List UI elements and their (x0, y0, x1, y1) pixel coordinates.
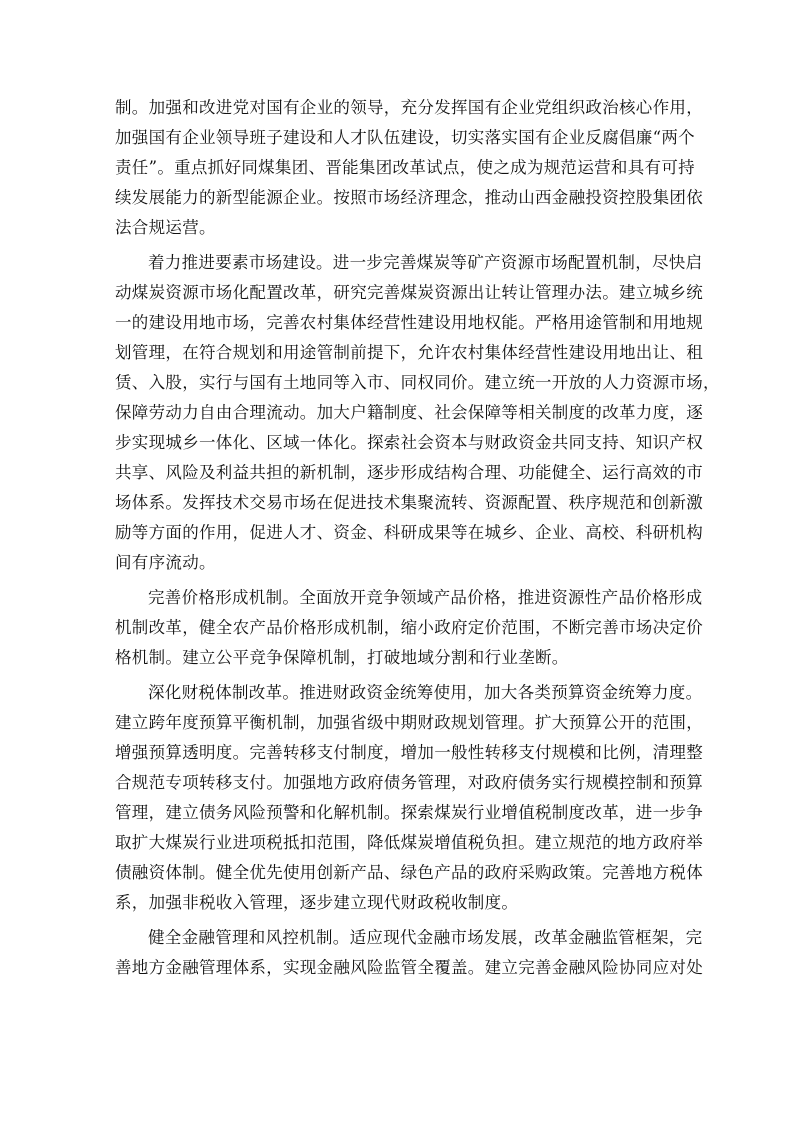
text-line: 赁、入股，实行与国有土地同等入市、同权同价。建立统一开放的人力资源市场， (115, 373, 720, 392)
text-line: 制。加强和改进党对国有企业的领导，充分发挥国有企业党组织政治核心作用， (115, 98, 703, 117)
paragraph-price-mechanism (115, 583, 703, 673)
text-line: 取扩大煤炭行业进项税抵扣范围，降低煤炭增值税负担。建立规范的地方政府举 (115, 833, 703, 852)
paragraph-factor-market (115, 248, 720, 578)
text-line: 着力推进要素市场建设。进一步完善煤炭等矿产资源市场配置机制，尽快启 (148, 253, 703, 272)
text-line: 动煤炭资源市场化配置改革，研究完善煤炭资源出让转让管理办法。建立城乡统 (115, 283, 703, 302)
document-body (115, 93, 720, 988)
text-line: 间有序流动。 (115, 553, 216, 572)
text-line: 加强国有企业领导班子建设和人才队伍建设，切实落实国有企业反腐倡廉“两个 (115, 128, 695, 147)
text-line: 深化财税体制改革。推进财政资金统筹使用，加大各类预算资金统筹力度。 (148, 683, 703, 702)
text-line: 机制改革，健全农产品价格形成机制，缩小政府定价范围，不断完善市场决定价 (115, 618, 703, 637)
text-line: 一的建设用地市场，完善农村集体经营性建设用地权能。严格用途管制和用地规 (115, 313, 703, 332)
text-line: 系，加强非税收入管理，逐步建立现代财政税收制度。 (115, 893, 519, 912)
text-line: 善地方金融管理体系，实现金融风险监管全覆盖。建立完善金融风险协同应对处 (115, 958, 703, 977)
text-line: 完善价格形成机制。全面放开竞争领域产品价格，推进资源性产品价格形成 (148, 588, 703, 607)
paragraph-financial-risk (115, 923, 703, 983)
text-line: 管理，建立债务风险预警和化解机制。探索煤炭行业增值税制度改革，进一步争 (115, 803, 703, 822)
text-line: 场体系。发挥技术交易市场在促进技术集聚流转、资源配置、秩序规范和创新激 (115, 493, 703, 512)
text-line: 债融资体制。健全优先使用创新产品、绿色产品的政府采购政策。完善地方税体 (115, 863, 703, 882)
text-line: 步实现城乡一体化、区域一体化。探索社会资本与财政资金共同支持、知识产权 (115, 433, 703, 452)
text-line: 励等方面的作用，促进人才、资金、科研成果等在城乡、企业、高校、科研机构 (115, 523, 703, 542)
text-line: 合规范专项转移支付。加强地方政府债务管理，对政府债务实行规模控制和预算 (115, 773, 703, 792)
text-line: 法合规运营。 (115, 218, 216, 237)
text-line: 划管理，在符合规划和用途管制前提下，允许农村集体经营性建设用地出让、租 (115, 343, 703, 362)
paragraph-soe-reform (115, 93, 703, 243)
text-line: 格机制。建立公平竞争保障机制，打破地域分割和行业垄断。 (115, 648, 569, 667)
paragraph-fiscal-reform (115, 678, 703, 918)
text-line: 保障劳动力自由合理流动。加大户籍制度、社会保障等相关制度的改革力度，逐 (115, 403, 703, 422)
text-line: 健全金融管理和风控机制。适应现代金融市场发展，改革金融监管框架，完 (148, 928, 703, 947)
text-line: 增强预算透明度。完善转移支付制度，增加一般性转移支付规模和比例，清理整 (115, 743, 703, 762)
text-line: 责任”。重点抓好同煤集团、晋能集团改革试点，使之成为规范运营和具有可持 (115, 158, 695, 177)
text-line: 建立跨年度预算平衡机制，加强省级中期财政规划管理。扩大预算公开的范围， (115, 713, 703, 732)
text-line: 共享、风险及利益共担的新机制，逐步形成结构合理、功能健全、运行高效的市 (115, 463, 703, 482)
text-line: 续发展能力的新型能源企业。按照市场经济理念，推动山西金融投资控股集团依 (115, 188, 703, 207)
